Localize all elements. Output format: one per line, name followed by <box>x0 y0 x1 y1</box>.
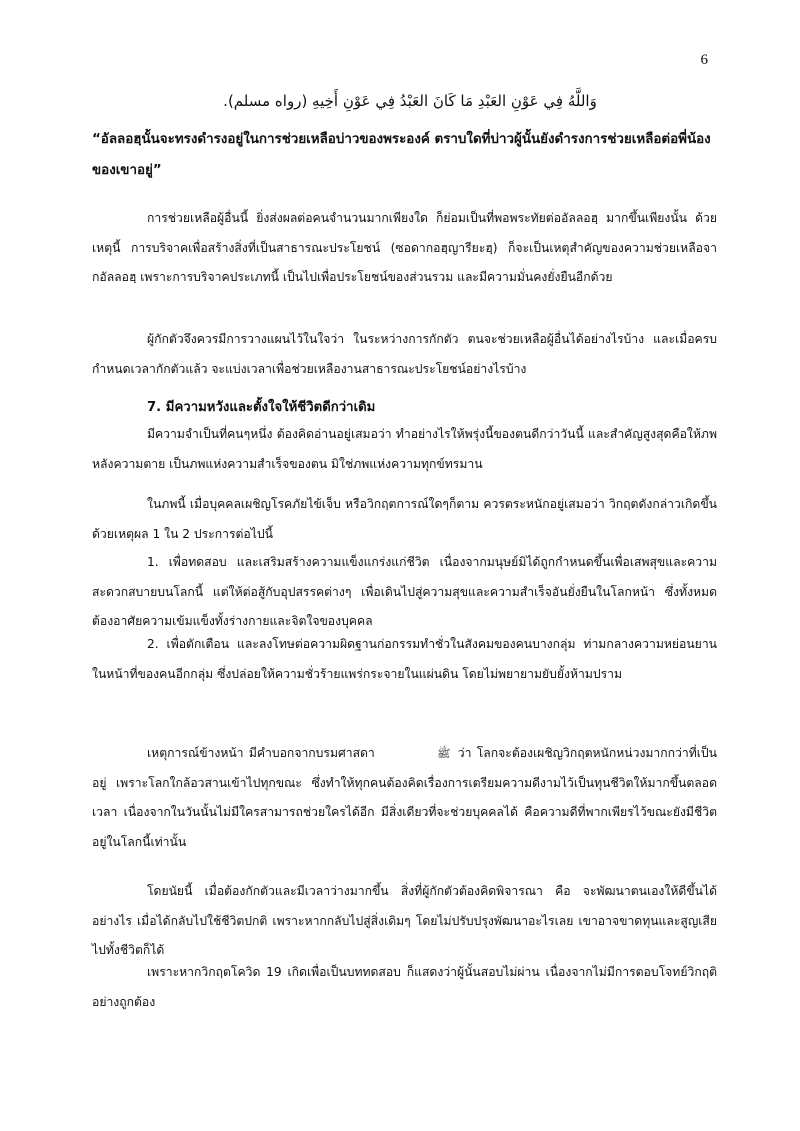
paragraph-text <box>92 739 717 857</box>
paragraph-quarantine-plan <box>92 325 717 384</box>
paragraph-text: ผู้กักตัวจึงควรมีการวางแผนไว้ในใจว่า ในระหว่างการกักตัว ตนจะช่วยเหลือผู้อื่นได้อย่างไรบ้าง และเมื่อครบกำหนดเวลากักตัวแล้ว จะแบ่งเวลาเพื่อช่วยเหลืองานสาธารณะประโยชน์อย่างไรบ้าง <box>92 332 717 376</box>
section-heading-text: 7. มีความหวังและตั้งใจให้ชีวิตดีกว่าเดิม <box>147 400 376 415</box>
section-heading-7 <box>92 393 717 423</box>
salawat-symbol: ﷺ <box>437 747 451 760</box>
list-item-test <box>92 548 717 637</box>
paragraph-better-tomorrow <box>92 420 717 479</box>
paragraph-text-before: เหตุการณ์ข้างหน้า มีคำบอกจากบรมศาสดา <box>147 746 375 760</box>
paragraph-text: โดยนัยนี้ เมื่อต้องกักตัวและมีเวลาว่างมากขึ้น สิ่งที่ผู้กักตัวต้องคิดพิจารณา คือ จะพัฒนาตนเองให้ดีขึ้นได้อย่างไร เมื่อได้กลับไปใช้ชีวิตปกติ เพราะหากกลับไปสู่สิ่งเดิมๆ โดยไม่ปรับปรุงพัฒนาอะไรเลย เขาอาจขาดทุนและสูญเสียไปทั้งชีวิตก็ได้ <box>92 884 717 957</box>
paragraph-helping-others <box>92 204 717 293</box>
paragraph-text: มีความจำเป็นที่คนๆหนึ่ง ต้องคิดอ่านอยู่เสมอว่า ทำอย่างไรให้พรุ่งนี้ของตนดีกว่าวันนี้ และสำคัญสูงสุดคือให้ภพหลังความตาย เป็นภพแห่งความสำเร็จของตน มิใช่ภพแห่งความทุกข์ทรมาน <box>92 427 717 471</box>
list-item-text: 2. เพื่อตักเตือน และลงโทษต่อความผิดฐานก่อกรรมทำชั่วในสังคมของคนบางกลุ่ม ท่ามกลางความหย่อนยานในหน้าที่ของคนอีกกลุ่ม ซึ่งปล่อยให้ความชั่วร้ายแพร่กระจายในแผ่นดิน โดยไม่พยายามยับยั้งห้ามปราม <box>92 637 717 681</box>
thai-hadith-translation: “อัลลอฮฺนั้นจะทรงดำรงอยู่ในการช่วยเหลือบ่าวของพระองค์ ตราบใดที่บ่าวผู้นั้นยังดำรงการช่วยเหลือต่อพี่น้องของเขาอยู่” <box>92 132 711 178</box>
paragraph-covid-test <box>92 958 717 1017</box>
paragraph-crisis-reasons <box>92 490 717 549</box>
paragraph-text: ในภพนี้ เมื่อบุคคลเผชิญโรคภัยไข้เจ็บ หรือวิกฤตการณ์ใดๆก็ตาม ควรตระหนักอยู่เสมอว่า วิกฤตดังกล่าวเกิดขึ้นด้วยเหตุผล 1 ใน 2 ประการต่อไปนี้ <box>92 497 717 541</box>
paragraph-text: การช่วยเหลือผู้อื่นนี้ ยิ่งส่งผลต่อคนจำนวนมากเพียงใด ก็ย่อมเป็นที่พอพระทัยต่ออัลลอฮฺ มากขึ้นเพียงนั้น ด้วยเหตุนี้ การบริจาคเพื่อสร้างสิ่งที่เป็นสาธารณะประโยชน์ (ซอดากอฮฺญารียะฮฺ) ก็จะเป็นเหตุสำคัญของความช่วยเหลือจากอัลลอฮฺ เพราะการบริจาคประเภทนี้ เป็นไปเพื่อประโยชน์ของส่วนรวม และมีความมั่นคงยั่งยืนอีกด้วย <box>92 211 717 284</box>
paragraph-text-after: ว่า โลกจะต้องเผชิญวิกฤตหนักหน่วงมากกว่าที่เป็นอยู่ เพราะโลกใกล้อวสานเข้าไปทุกขณะ ซึ่งทำให้ทุกคนต้องคิดเรื่องการเตรียมความดีงามไว้เป็นทุนชีวิตให้มากขึ้นตลอดเวลา เนื่องจากในวันนั้นไม่มีใครสามารถช่วยใครได้อีก มีสิ่งเดียวที่จะช่วยบุคคลได้ คือความดีที่พากเพียรไว้ขณะยังมีชีวิตอยู่ในโลกนี้เท่านั้น <box>92 746 717 849</box>
paragraph-prophet-saying <box>92 739 717 857</box>
paragraph-text: เพราะหากวิกฤตโควิด 19 เกิดเพื่อเป็นบททดสอบ ก็แสดงว่าผู้นั้นสอบไม่ผ่าน เนื่องจากไม่มีการตอบโจทย์วิกฤติอย่างถูกต้อง <box>92 965 717 1009</box>
list-item-text: 1. เพื่อทดสอบ และเสริมสร้างความแข็งแกร่งแก่ชีวิต เนื่องจากมนุษย์มิได้ถูกกำหนดขึ้นเพื่อเสพสุขและความสะดวกสบายบนโลกนี้ แต่ให้ต่อสู้กับอุปสรรคต่างๆ เพื่อเดินไปสู่ความสุขและความสำเร็จอันยั่งยืนในโลกหน้า ซึ่งทั้งหมดต้องอาศัยความเข้มแข็งทั้งร่างกายและจิตใจของบุคคล <box>92 555 717 628</box>
page-number: 6 <box>700 52 708 68</box>
list-item-warning <box>92 630 717 689</box>
arabic-hadith-quote: وَاللَّهُ فِي عَوْنِ العَبْدِ مَا كَانَ العَبْدُ فِي عَوْنِ أَخِيهِ (رواه مسلم). <box>223 92 597 110</box>
paragraph-self-improvement <box>92 877 717 966</box>
